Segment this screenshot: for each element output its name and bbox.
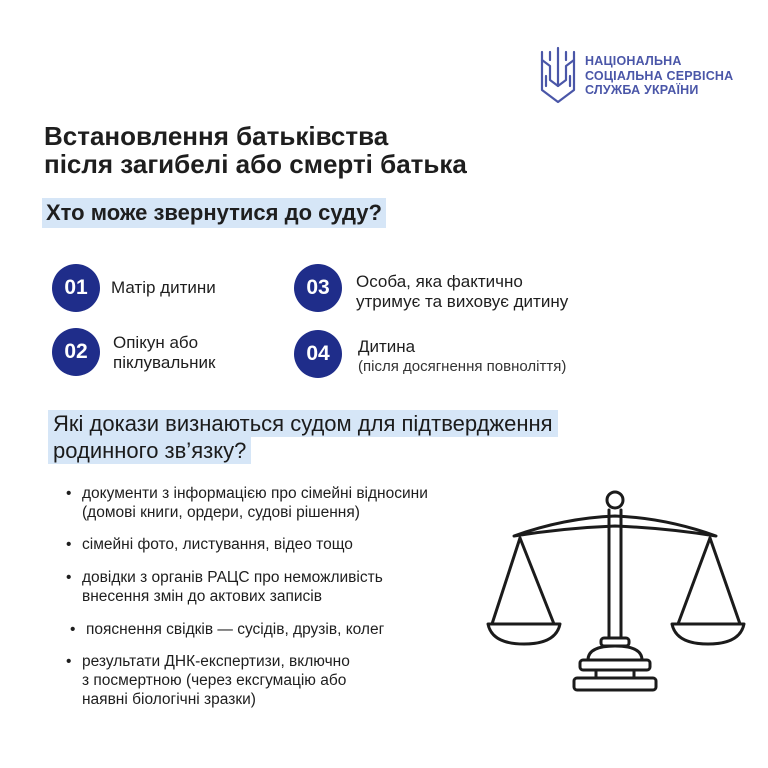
section-evidence-heading xyxy=(48,410,558,464)
list-item-line: • сімейні фото, листування, відео тощо xyxy=(82,536,353,553)
list-item-line: (домові книги, ордери, судові рішення) xyxy=(82,504,360,521)
list-item xyxy=(66,568,383,606)
item-04-note: (після досягнення повноліття) xyxy=(358,358,567,375)
list-item xyxy=(66,652,350,709)
title-line-2: після загибелі або смерті батька xyxy=(44,149,467,179)
scales-of-justice-icon xyxy=(484,488,746,710)
item-04-text xyxy=(358,337,566,377)
list-item xyxy=(70,620,384,639)
heading-line-1: Які докази визнаються судом для підтвердження xyxy=(48,410,558,437)
number-badge-01: 01 xyxy=(52,264,100,312)
list-item-line: • довідки з органів РАЦС про неможливість xyxy=(82,569,383,586)
heading-line-2: родинного зв’язку? xyxy=(48,437,251,464)
list-item xyxy=(66,484,428,522)
logo-line: СОЦІАЛЬНА СЕРВІСНА xyxy=(585,68,734,83)
item-03-text xyxy=(356,272,568,312)
item-line: Опікун або xyxy=(113,333,199,352)
list-item-line: • результати ДНК-експертизи, включно xyxy=(82,653,350,670)
section-who-heading: Хто може звернутися до суду? xyxy=(42,198,386,228)
number-badge-04: 04 xyxy=(294,330,342,378)
item-line: утримує та виховує дитину xyxy=(356,292,569,311)
logo-line: СЛУЖБА УКРАЇНИ xyxy=(585,83,699,97)
number-badge-02: 02 xyxy=(52,328,100,376)
item-line: Матір дитини xyxy=(111,278,216,297)
number-badge-03: 03 xyxy=(294,264,342,312)
list-item-line: наявні біологічні зразки) xyxy=(82,691,256,708)
list-item-line: внесення змін до актових записів xyxy=(82,588,322,605)
title-line-1: Встановлення батьківства xyxy=(44,121,389,151)
logo-trident-icon xyxy=(538,46,578,104)
logo-text xyxy=(585,54,755,98)
logo-line: НАЦІОНАЛЬНА xyxy=(585,54,682,68)
list-item xyxy=(66,535,353,554)
item-line: Особа, яка фактично xyxy=(356,272,523,291)
list-item-line: • документи з інформацією про сімейні відносини xyxy=(82,485,428,502)
list-item-line: з посмертною (через ексгумацію або xyxy=(82,672,347,689)
item-02-text xyxy=(113,333,215,373)
page-title xyxy=(44,122,604,178)
item-01-text xyxy=(111,278,216,298)
item-line: піклувальник xyxy=(113,353,216,372)
list-item-line: • пояснення свідків — сусідів, друзів, колег xyxy=(86,621,385,638)
item-line: Дитина xyxy=(358,337,416,356)
